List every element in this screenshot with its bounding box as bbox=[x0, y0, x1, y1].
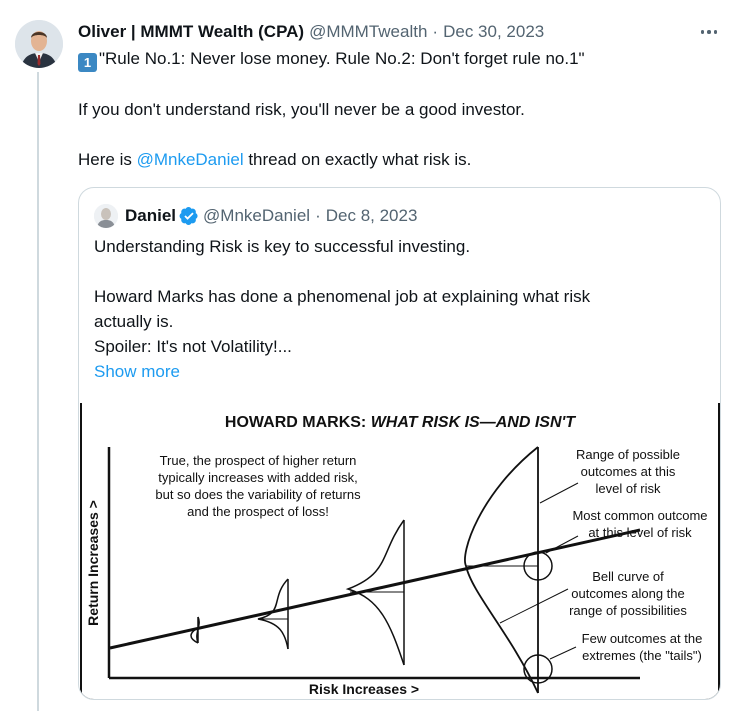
keycap-one-emoji: 1 bbox=[78, 53, 97, 72]
svg-text:extremes (the "tails"): extremes (the "tails") bbox=[582, 648, 702, 663]
svg-text:outcomes along the: outcomes along the bbox=[571, 586, 685, 601]
tweet-line-1 bbox=[78, 46, 718, 72]
svg-text:at this level of risk: at this level of risk bbox=[588, 525, 692, 540]
author-name[interactable]: Oliver | MMMT Wealth (CPA) bbox=[78, 22, 305, 41]
quoted-header-separator: · bbox=[315, 206, 321, 225]
figure-title: HOWARD MARKS: WHAT RISK IS—AND ISN'T bbox=[224, 414, 576, 431]
svg-text:and the prospect of loss!: and the prospect of loss! bbox=[187, 504, 329, 519]
tweet-line-3-prefix: Here is bbox=[78, 150, 137, 169]
tweet-line-3-suffix: thread on exactly what risk is. bbox=[243, 150, 472, 169]
svg-text:Few outcomes at the: Few outcomes at the bbox=[581, 631, 703, 646]
tweet-quote-line: "Rule No.1: Never lose money. Rule No.2: Don't forget rule no.1" bbox=[99, 49, 585, 68]
quoted-tweet-image[interactable] bbox=[80, 403, 720, 700]
tweet-line-3 bbox=[78, 147, 718, 172]
quoted-tweet-date[interactable]: Dec 8, 2023 bbox=[325, 206, 418, 225]
more-dot-icon bbox=[701, 30, 705, 34]
svg-text:Most common outcome: Most common outcome bbox=[572, 508, 708, 523]
risk-diagram bbox=[80, 403, 720, 700]
tweet-text bbox=[78, 46, 718, 172]
verified-badge-icon bbox=[179, 206, 199, 226]
quoted-line-1: Understanding Risk is key to successful investing. bbox=[94, 237, 471, 256]
quoted-line-2b: actually is. bbox=[94, 312, 174, 331]
svg-text:level of risk: level of risk bbox=[595, 481, 661, 496]
quoted-line-2a: Howard Marks has done a phenomenal job at explaining what risk bbox=[94, 287, 591, 306]
quoted-tweet-text bbox=[94, 234, 704, 384]
thread-connector-line bbox=[37, 72, 39, 711]
quoted-author-handle[interactable]: @MnkeDaniel bbox=[203, 206, 311, 225]
quoted-author-avatar[interactable] bbox=[94, 204, 118, 228]
author-avatar[interactable] bbox=[15, 20, 63, 68]
svg-text:Range of possible: Range of possible bbox=[575, 447, 681, 462]
tweet-line-2: If you don't understand risk, you'll never be a good investor. bbox=[78, 100, 525, 119]
more-dot-icon bbox=[707, 30, 711, 34]
svg-text:range of possibilities: range of possibilities bbox=[569, 603, 687, 618]
quoted-author-name[interactable]: Daniel bbox=[125, 206, 177, 225]
tweet-header bbox=[78, 20, 544, 44]
more-dot-icon bbox=[714, 30, 718, 34]
svg-text:but so does the variability of: but so does the variability of returns bbox=[155, 487, 361, 502]
quoted-author-photo bbox=[94, 204, 118, 228]
more-options-button[interactable] bbox=[697, 20, 721, 44]
svg-text:outcomes at this: outcomes at this bbox=[580, 464, 676, 479]
mention-link[interactable]: @MnkeDaniel bbox=[136, 150, 244, 169]
x-axis-label: Risk Increases > bbox=[308, 681, 420, 697]
svg-text:True, the prospect of higher r: True, the prospect of higher return bbox=[159, 453, 357, 468]
author-photo bbox=[15, 20, 63, 68]
header-separator: · bbox=[432, 22, 439, 41]
tweet-date[interactable]: Dec 30, 2023 bbox=[443, 22, 545, 41]
quoted-tweet-header bbox=[125, 204, 417, 228]
svg-text:Bell curve of: Bell curve of bbox=[592, 569, 664, 584]
y-axis-label: Return Increases > bbox=[85, 500, 101, 626]
author-handle[interactable]: @MMMTwealth bbox=[309, 22, 428, 41]
show-more-link[interactable]: Show more bbox=[94, 362, 180, 381]
quoted-tweet-card[interactable] bbox=[78, 187, 721, 700]
quoted-line-3: Spoiler: It's not Volatility!... bbox=[94, 337, 292, 356]
svg-text:typically increases with added: typically increases with added risk, bbox=[158, 470, 358, 485]
